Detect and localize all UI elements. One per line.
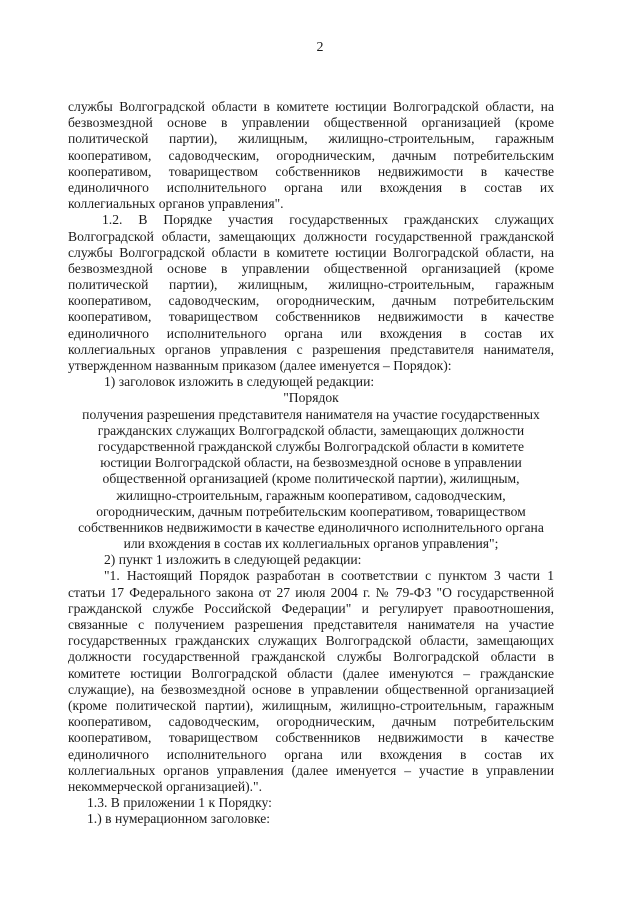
text-line: некоммерческой организацией).". (68, 778, 262, 794)
text-line: собственников недвижимости в качестве единоличного исполнительного органа (78, 519, 544, 535)
text-line: (кроме политической партии), жилищным, жилищно-строительным, гаражным (68, 697, 554, 713)
text-line: жилищно-строительным, гаражным кооперативом, садоводческим, (116, 487, 506, 503)
text-line: службы Волгоградской области в комитете юстиции Волгоградской области, на (68, 244, 554, 260)
text-line: кооперативом, садоводческим, огородническим, дачным потребительским (68, 714, 554, 730)
text-line: коллегиальных органов управления с разрешения представителя нанимателя, (68, 341, 554, 357)
text-line: статьи 17 Федерального закона от 27 июля 2004 г. № 79-ФЗ "О государственной (68, 584, 554, 600)
text-line: "Порядок (283, 390, 339, 406)
text-line: гражданской службе Российской Федерации" и регулирует правоотношения, (68, 600, 554, 616)
text-line: комитете юстиции Волгоградской области (далее именуются – гражданские (68, 665, 554, 681)
text-line: утвержденном названным приказом (далее именуется – Порядок): (68, 358, 452, 373)
text-line: коллегиальных органов управления (далее именуется – участие в управлении (68, 762, 554, 778)
text-line: 2) пункт 1 изложить в следующей редакции: (104, 552, 362, 568)
text-line: государственной гражданской службы Волгоградской области в комитете (98, 438, 524, 454)
text-line: 1.3. В приложении 1 к Порядку: (87, 795, 272, 811)
text-line: единоличного исполнительного органа или вхождения в состав их (68, 179, 554, 195)
text-line: безвозмездной основе в управлении общественной организацией (кроме (68, 115, 554, 131)
text-line: должности государственной гражданской службы Волгоградской области в (68, 649, 554, 665)
text-line: 1) заголовок изложить в следующей редакции: (104, 374, 375, 390)
text-line: кооперативом, товариществом собственников недвижимости в качестве (68, 163, 554, 179)
text-line: политической партии), жилищным, жилищно-строительным, гаражным (68, 277, 554, 293)
text-line: юстиции Волгоградской области, на безвозмездной основе в управлении (100, 455, 522, 471)
text-line: кооперативом, садоводческим, огородническим, дачным потребительским (68, 147, 554, 163)
text-line: 1.) в нумерационном заголовке: (87, 811, 271, 827)
text-line: службы Волгоградской области в комитете юстиции Волгоградской области, на (68, 99, 554, 114)
text-line: единоличного исполнительного органа или вхождения в состав их (68, 325, 554, 341)
text-line: коллегиальных органов управления". (68, 196, 284, 212)
text-line: кооперативом, товариществом собственников недвижимости в качестве (68, 309, 554, 325)
text-line: гражданских служащих Волгоградской области, замещающих должности (97, 422, 525, 438)
text-line: безвозмездной основе в управлении общественной организацией (кроме (68, 260, 554, 276)
text-line: кооперативом, товариществом собственников недвижимости в качестве (68, 730, 554, 746)
text-line: или вхождения в состав их коллегиальных органов управления"; (123, 536, 499, 552)
text-line: общественной организацией (кроме политической партии), жилищным, (102, 471, 520, 487)
text-line: получения разрешения представителя нанимателя на участие государственных (82, 406, 540, 422)
text-line: огородническим, дачным потребительским кооперативом, товариществом (96, 503, 526, 519)
text-line: служащие), на безвозмездной основе в управлении общественной организацией (68, 681, 554, 697)
text-line: 1.2. В Порядке участия государственных гражданских служащих (102, 212, 554, 228)
document-body (68, 99, 554, 827)
text-line: кооперативом, садоводческим, огородническим, дачным потребительским (68, 293, 554, 309)
text-line: "1. Настоящий Порядок разработан в соответствии с пунктом 3 части 1 (104, 568, 554, 584)
text-line: политической партии), жилищным, жилищно-строительным, гаражным (68, 131, 554, 147)
text-line: государственных гражданских служащих Волгоградской области, замещающих (68, 633, 554, 649)
text-line: единоличного исполнительного органа или вхождения в состав их (68, 746, 554, 762)
page-number: 2 (316, 40, 324, 55)
text-line: связанные с получением разрешения представителя нанимателя на участие (68, 617, 554, 632)
text-line: Волгоградской области, замещающих должности государственной гражданской (68, 228, 554, 244)
